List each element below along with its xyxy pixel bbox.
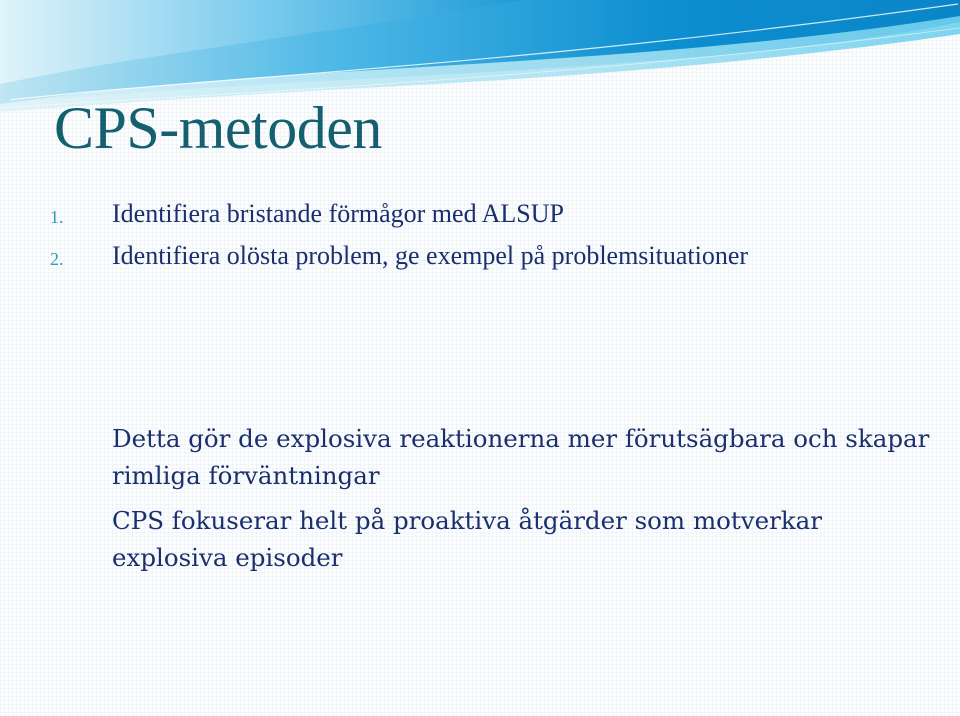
- list-item: [50, 236, 910, 276]
- list-item: [50, 194, 910, 234]
- body-text: [112, 420, 932, 576]
- paragraph: Detta gör de explosiva reaktionerna mer förutsägbara och skapar rimliga förväntningar: [112, 424, 930, 490]
- list-item-text: Identifiera bristande förmågor med ALSUP: [112, 199, 564, 228]
- paragraph: CPS fokuserar helt på proaktiva åtgärder som motverkar explosiva episoder: [112, 506, 822, 572]
- slide-title: CPS-metoden: [54, 95, 382, 161]
- list-item-number: 2.: [50, 249, 64, 269]
- list-item-text: Identifiera olösta problem, ge exempel på problemsituationer: [112, 241, 749, 270]
- list-item-number: 1.: [50, 207, 64, 227]
- steps-list: [50, 194, 910, 276]
